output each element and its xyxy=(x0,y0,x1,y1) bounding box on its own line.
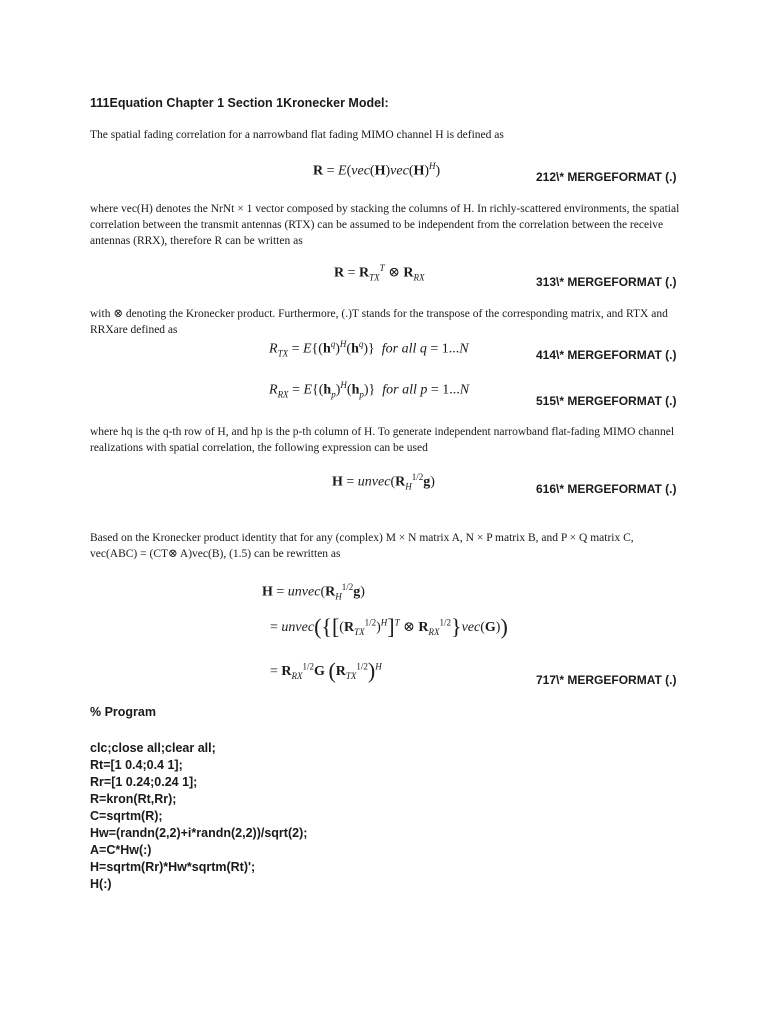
program-label: % Program xyxy=(90,705,156,719)
code-line: C=sqrtm(R); xyxy=(90,809,163,823)
code-line: Rt=[1 0.4;0.4 1]; xyxy=(90,758,183,772)
equation-7-line-2: = $unvec(\{[(R_{TX}^{1/2})^H]^T$ ⊗ $R_{RX}^{1/2}\}vec(G)$) xyxy=(270,614,508,639)
equation-3: $R = R_{TX}^T$ ⊗ $R_{RX}$ xyxy=(334,263,425,283)
code-line: Hw=(randn(2,2)+i*randn(2,2))/sqrt(2); xyxy=(90,826,308,840)
equation-7-line-1: $H = unvec(R_H^{1/2}g)$ xyxy=(262,582,365,602)
paragraph-channel-realization: where hq is the q-th row of H, and hp is the p-th column of H. To generate independent narrowband flat-fading MIMO channel realizations with spatial correlation, the following expression can be used xyxy=(90,426,675,454)
mergeformat-field-3: 313\* MERGEFORMAT (.) xyxy=(536,275,677,289)
code-block xyxy=(90,740,307,893)
paragraph-vec-description: where vec(H) denotes the NrNt × 1 vector composed by stacking the columns of H. In richly-scattered environments, the spatial correlation between the transmit antennas (RTX) can be assumed to be independent from the correlation between the receive antennas (RRX), therefore R can be written as xyxy=(90,203,680,247)
paragraph-kronecker-identity: Based on the Kronecker product identity that for any (complex) M × N matrix A, N × P matrix B, and P × Q matrix C, vec(ABC) = (CT⊗ A)vec(B), (1.5) can be rewritten as xyxy=(90,532,634,560)
code-line: R=kron(Rt,Rr); xyxy=(90,792,177,806)
paragraph-kronecker-product: with ⊗ denoting the Kronecker product. Furthermore, (.)T stands for the transpose of the corresponding matrix, and RTX and RRXare defined as xyxy=(90,308,668,336)
code-line: H(:) xyxy=(90,877,112,891)
code-line: A=C*Hw(:) xyxy=(90,843,152,857)
section-heading: 111Equation Chapter 1 Section 1Kronecker Model: xyxy=(90,96,389,110)
equation-4: $R_{TX} = E\{(h^q)^H(h^q)\}$ for all q = 1...N xyxy=(269,339,469,359)
paragraph-correlation-definition: The spatial fading correlation for a narrowband flat fading MIMO channel H is defined as xyxy=(90,129,504,141)
equation-6: $H = unvec(R_H^{1/2}g)$ xyxy=(332,472,435,492)
code-line: clc;close all;clear all; xyxy=(90,741,216,755)
equation-5: $R_{RX} = E\{(h_p)^H(h_p)\}$ for all p = 1...N xyxy=(269,380,470,400)
code-line: H=sqrtm(Rr)*Hw*sqrtm(Rt)'; xyxy=(90,860,256,874)
mergeformat-field-4: 414\* MERGEFORMAT (.) xyxy=(536,348,677,362)
mergeformat-field-7: 717\* MERGEFORMAT (.) xyxy=(536,673,677,687)
mergeformat-field-2: 212\* MERGEFORMAT (.) xyxy=(536,170,677,184)
mergeformat-field-5: 515\* MERGEFORMAT (.) xyxy=(536,394,677,408)
code-line: Rr=[1 0.24;0.24 1]; xyxy=(90,775,198,789)
equation-2: $R = E(vec(H)vec(H)^H)$ xyxy=(313,161,441,179)
mergeformat-field-6: 616\* MERGEFORMAT (.) xyxy=(536,482,677,496)
equation-7-line-3: = $R_{RX}^{1/2}G$ $(R_{TX}^{1/2})^H$ xyxy=(270,658,382,683)
